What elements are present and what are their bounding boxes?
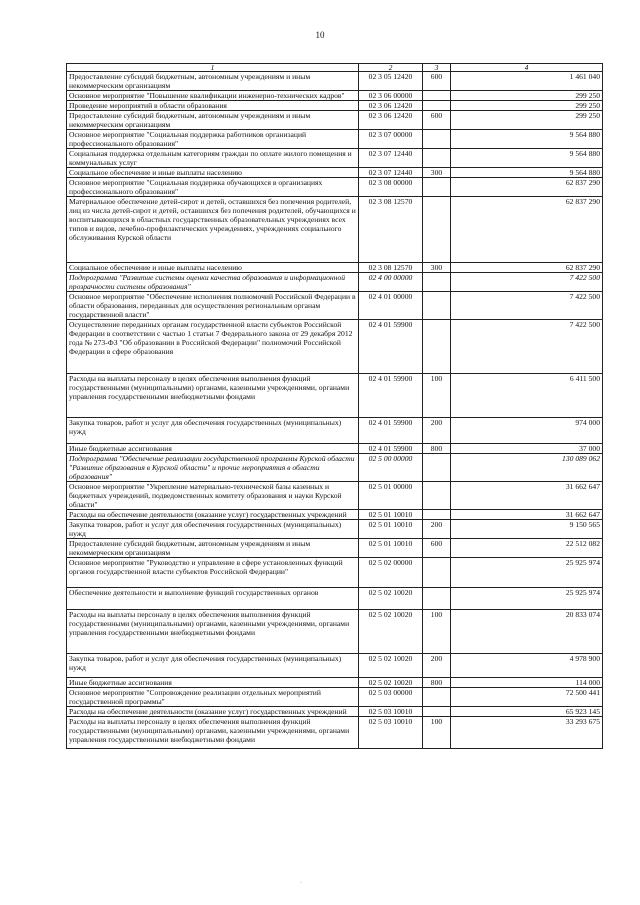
row-expense-type-cell: 300 <box>423 263 451 273</box>
footer-dot: · <box>300 880 302 886</box>
row-amount-cell: 31 662 647 <box>451 510 603 520</box>
row-expense-type-cell <box>423 688 451 707</box>
table-row <box>67 678 603 688</box>
table-row <box>67 688 603 707</box>
row-expense-type-cell: 200 <box>423 654 451 678</box>
row-name-cell: Основное мероприятие "Укрепление материально-технической базы казенных и бюджетных учреждений, подведомственных комитету образования и науки Курской области" <box>67 482 359 510</box>
table-row <box>67 454 603 482</box>
row-amount-cell: 1 461 040 <box>451 72 603 91</box>
table-row <box>67 273 603 292</box>
row-code-cell: 02 5 01 00000 <box>359 482 423 510</box>
row-name-cell: Основное мероприятие "Обеспечение исполнения полномочий Российской Федерации в области образования, переданных для осуществления региональным органам государственной власти" <box>67 292 359 320</box>
column-header-1: 1 <box>67 64 359 72</box>
row-name-cell: Предоставление субсидий бюджетным, автономным учреждениям и иным некоммерческим организациям <box>67 111 359 130</box>
row-name-cell: Социальная поддержка отдельным категориям граждан по оплате жилого помещения и коммунальных услуг <box>67 149 359 168</box>
row-amount-cell: 37 000 <box>451 444 603 454</box>
table-row <box>67 320 603 374</box>
row-amount-cell: 20 833 074 <box>451 610 603 654</box>
row-code-cell: 02 5 02 10020 <box>359 654 423 678</box>
row-expense-type-cell: 100 <box>423 610 451 654</box>
row-amount-cell: 7 422 500 <box>451 273 603 292</box>
row-amount-cell: 33 293 675 <box>451 717 603 749</box>
row-amount-cell: 22 512 082 <box>451 539 603 558</box>
row-code-cell: 02 3 06 12420 <box>359 101 423 111</box>
row-amount-cell: 7 422 500 <box>451 320 603 374</box>
row-expense-type-cell <box>423 197 451 263</box>
table-row <box>67 91 603 101</box>
row-code-cell: 02 3 06 12420 <box>359 111 423 130</box>
row-expense-type-cell: 100 <box>423 374 451 418</box>
row-expense-type-cell <box>423 510 451 520</box>
row-name-cell: Основное мероприятие "Сопровождение реализации отдельных мероприятий государственной программы" <box>67 688 359 707</box>
table-row <box>67 510 603 520</box>
row-name-cell: Подпрограмма "Развитие системы оценки качества образования и информационной прозрачности системы образования" <box>67 273 359 292</box>
row-name-cell: Основное мероприятие "Социальная поддержка работников организаций профессионального образования" <box>67 130 359 149</box>
row-amount-cell: 4 978 900 <box>451 654 603 678</box>
row-amount-cell: 9 564 880 <box>451 149 603 168</box>
row-code-cell: 02 5 01 10010 <box>359 520 423 539</box>
row-expense-type-cell <box>423 558 451 588</box>
table-row <box>67 482 603 510</box>
row-name-cell: Расходы на обеспечение деятельности (оказание услуг) государственных учреждений <box>67 510 359 520</box>
row-expense-type-cell <box>423 588 451 610</box>
row-expense-type-cell <box>423 178 451 197</box>
row-name-cell: Предоставление субсидий бюджетным, автономным учреждениям и иным некоммерческим организациям <box>67 72 359 91</box>
row-amount-cell: 7 422 500 <box>451 292 603 320</box>
row-amount-cell: 299 250 <box>451 111 603 130</box>
row-expense-type-cell: 300 <box>423 168 451 178</box>
row-code-cell: 02 5 00 00000 <box>359 454 423 482</box>
column-header-4: 4 <box>451 64 603 72</box>
row-expense-type-cell: 600 <box>423 539 451 558</box>
table-row <box>67 588 603 610</box>
row-amount-cell: 130 089 062 <box>451 454 603 482</box>
row-code-cell: 02 4 01 59900 <box>359 444 423 454</box>
table-row <box>67 520 603 539</box>
row-expense-type-cell: 800 <box>423 444 451 454</box>
table-row <box>67 111 603 130</box>
row-name-cell: Расходы на обеспечение деятельности (оказание услуг) государственных учреждений <box>67 707 359 717</box>
row-code-cell: 02 4 01 59900 <box>359 320 423 374</box>
row-expense-type-cell <box>423 130 451 149</box>
row-code-cell: 02 5 01 10010 <box>359 539 423 558</box>
row-amount-cell: 299 250 <box>451 91 603 101</box>
table-row <box>67 101 603 111</box>
row-code-cell: 02 4 01 59900 <box>359 418 423 444</box>
row-name-cell: Социальное обеспечение и иные выплаты населению <box>67 263 359 273</box>
row-amount-cell: 65 923 145 <box>451 707 603 717</box>
row-expense-type-cell: 600 <box>423 111 451 130</box>
table-row <box>67 72 603 91</box>
row-expense-type-cell <box>423 273 451 292</box>
row-amount-cell: 25 925 974 <box>451 558 603 588</box>
row-name-cell: Проведение мероприятий в области образования <box>67 101 359 111</box>
row-code-cell: 02 5 03 00000 <box>359 688 423 707</box>
row-name-cell: Основное мероприятие "Повышение квалификации инженерно-технических кадров" <box>67 91 359 101</box>
row-expense-type-cell: 100 <box>423 717 451 749</box>
row-expense-type-cell: 600 <box>423 72 451 91</box>
row-amount-cell: 62 837 290 <box>451 197 603 263</box>
row-code-cell: 02 3 08 00000 <box>359 178 423 197</box>
row-code-cell: 02 3 05 12420 <box>359 72 423 91</box>
row-amount-cell: 62 837 290 <box>451 178 603 197</box>
row-name-cell: Закупка товаров, работ и услуг для обеспечения государственных (муниципальных) нужд <box>67 418 359 444</box>
table-row <box>67 130 603 149</box>
row-name-cell: Расходы на выплаты персоналу в целях обеспечения выполнения функций государственными (муниципальными) органами, казенными учреждениями, органами управления государственными внебюджетными фондами <box>67 717 359 749</box>
row-expense-type-cell <box>423 454 451 482</box>
row-name-cell: Материальное обеспечение детей-сирот и детей, оставшихся без попечения родителей, лиц из числа детей-сирот и детей, оставшихся без попечения родителей, обучающихся и воспитывающихся в областных государственных образовательных учреждениях всех типов и видов, лечебно-профилактических учреждениях, учреждениях социального обслуживания Курской области <box>67 197 359 263</box>
row-amount-cell: 25 925 974 <box>451 588 603 610</box>
row-code-cell: 02 4 00 00000 <box>359 273 423 292</box>
row-name-cell: Закупка товаров, работ и услуг для обеспечения государственных (муниципальных) нужд <box>67 520 359 539</box>
table-row <box>67 178 603 197</box>
row-code-cell: 02 5 01 10010 <box>359 510 423 520</box>
row-name-cell: Предоставление субсидий бюджетным, автономным учреждениям и иным некоммерческим организациям <box>67 539 359 558</box>
row-code-cell: 02 4 01 00000 <box>359 292 423 320</box>
row-amount-cell: 9 564 880 <box>451 168 603 178</box>
row-amount-cell: 62 837 290 <box>451 263 603 273</box>
page-number: 10 <box>315 30 325 40</box>
table-row <box>67 168 603 178</box>
row-code-cell: 02 5 02 10020 <box>359 588 423 610</box>
row-amount-cell: 31 662 647 <box>451 482 603 510</box>
row-expense-type-cell <box>423 707 451 717</box>
row-code-cell: 02 5 03 10010 <box>359 717 423 749</box>
column-header-3: 3 <box>423 64 451 72</box>
row-amount-cell: 299 250 <box>451 101 603 111</box>
row-expense-type-cell: 800 <box>423 678 451 688</box>
row-code-cell: 02 3 07 12440 <box>359 149 423 168</box>
row-code-cell: 02 3 08 12570 <box>359 263 423 273</box>
row-code-cell: 02 3 07 12440 <box>359 168 423 178</box>
row-amount-cell: 72 500 441 <box>451 688 603 707</box>
table-row <box>67 558 603 588</box>
row-name-cell: Основное мероприятие "Руководство и управление в сфере установленных функций органов государственной власти субъектов Российской Федерации" <box>67 558 359 588</box>
table-row <box>67 654 603 678</box>
row-code-cell: 02 5 03 10010 <box>359 707 423 717</box>
row-amount-cell: 9 564 880 <box>451 130 603 149</box>
row-expense-type-cell <box>423 101 451 111</box>
row-expense-type-cell: 200 <box>423 520 451 539</box>
row-code-cell: 02 5 02 10020 <box>359 610 423 654</box>
row-expense-type-cell: 200 <box>423 418 451 444</box>
row-expense-type-cell <box>423 149 451 168</box>
row-code-cell: 02 3 08 12570 <box>359 197 423 263</box>
table-row <box>67 292 603 320</box>
row-expense-type-cell <box>423 91 451 101</box>
row-code-cell: 02 5 02 00000 <box>359 558 423 588</box>
row-expense-type-cell <box>423 292 451 320</box>
row-name-cell: Расходы на выплаты персоналу в целях обеспечения выполнения функций государственными (муниципальными) органами, казенными учреждениями, органами управления государственными внебюджетными фондами <box>67 374 359 418</box>
table-body <box>67 72 603 749</box>
row-expense-type-cell <box>423 482 451 510</box>
table-header <box>67 64 603 72</box>
table-row <box>67 197 603 263</box>
row-amount-cell: 6 411 500 <box>451 374 603 418</box>
column-header-2: 2 <box>359 64 423 72</box>
header-row <box>67 64 603 72</box>
table-row <box>67 263 603 273</box>
row-amount-cell: 114 000 <box>451 678 603 688</box>
row-name-cell: Социальное обеспечение и иные выплаты населению <box>67 168 359 178</box>
row-name-cell: Иные бюджетные ассигнования <box>67 678 359 688</box>
row-amount-cell: 9 150 565 <box>451 520 603 539</box>
row-name-cell: Расходы на выплаты персоналу в целях обеспечения выполнения функций государственными (муниципальными) органами, казенными учреждениями, органами управления государственными внебюджетными фондами <box>67 610 359 654</box>
row-name-cell: Закупка товаров, работ и услуг для обеспечения государственных (муниципальных) нужд <box>67 654 359 678</box>
table-row <box>67 610 603 654</box>
row-code-cell: 02 3 06 00000 <box>359 91 423 101</box>
row-code-cell: 02 3 07 00000 <box>359 130 423 149</box>
row-expense-type-cell <box>423 320 451 374</box>
row-name-cell: Подпрограмма "Обеспечение реализации государственной программы Курской области "Развитие образования в Курской области" и прочие мероприятия в области образования" <box>67 454 359 482</box>
row-amount-cell: 974 000 <box>451 418 603 444</box>
budget-table <box>66 63 603 749</box>
table-row <box>67 418 603 444</box>
row-name-cell: Обеспечение деятельности и выполнение функций государственных органов <box>67 588 359 610</box>
row-code-cell: 02 5 02 10020 <box>359 678 423 688</box>
table-row <box>67 539 603 558</box>
row-name-cell: Осуществление переданных органам государственной власти субъектов Российской Федерации в соответствии с частью 1 статьи 7 Федерального закона от 29 декабря 2012 года № 273-ФЗ "Об образовании в Российской Федерации" полномочий Российской Федерации в сфере образования <box>67 320 359 374</box>
row-name-cell: Иные бюджетные ассигнования <box>67 444 359 454</box>
row-name-cell: Основное мероприятие "Социальная поддержка обучающихся в организациях профессионального образования" <box>67 178 359 197</box>
table-row <box>67 717 603 749</box>
table-row <box>67 707 603 717</box>
table-row <box>67 374 603 418</box>
table-row <box>67 444 603 454</box>
row-code-cell: 02 4 01 59900 <box>359 374 423 418</box>
table-row <box>67 149 603 168</box>
